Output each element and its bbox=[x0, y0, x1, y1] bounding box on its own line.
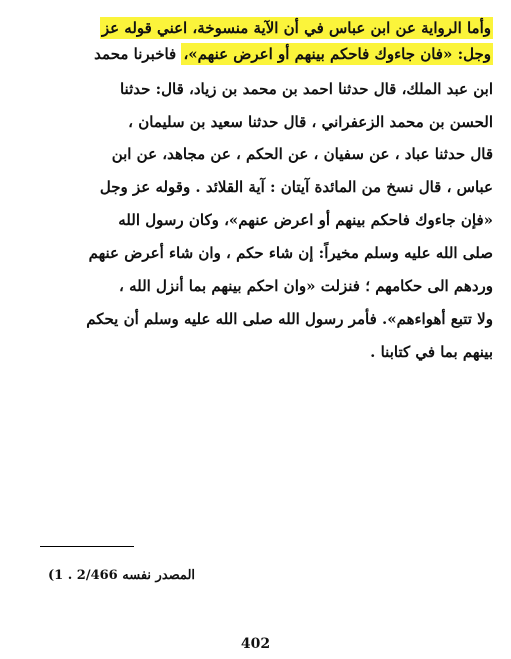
text-line-6: عباس ، قال نسخ من المائدة آيتان : آية القلائد . وقوله عز وجل bbox=[99, 178, 493, 196]
footnote-text: المصدر نفسه 2/466 . bbox=[67, 568, 196, 583]
text-line-11: بينهم بما في كتابنا . bbox=[370, 343, 493, 361]
text-line-5: قال حدثنا عباد ، عن سفيان ، عن الحكم ، عن مجاهد، عن ابن bbox=[111, 145, 493, 163]
text-line-2-rest: فاخبرنا محمد bbox=[94, 45, 177, 63]
text-line-2 bbox=[94, 40, 493, 68]
text-line-4: الحسن بن محمد الزعفراني ، قال حدثنا سعيد بن سليمان ، bbox=[128, 113, 493, 131]
footnote-separator bbox=[40, 546, 134, 547]
text-line-8: صلى الله عليه وسلم مخيراً: إن شاء حكم ، وان شاء أعرض عنهم bbox=[88, 244, 493, 262]
footnote-marker: 1) bbox=[48, 568, 64, 583]
footnote bbox=[48, 568, 348, 583]
text-line-9: وردهم الى حكامهم ؛ فنزلت «وان احكم بينهم بما أنزل الله ، bbox=[119, 277, 493, 295]
highlighted-text: وجل: «فان جاءوك فاحكم بينهم أو اعرض عنهم»، bbox=[183, 45, 491, 63]
highlighted-text: وأما الرواية عن ابن عباس في أن الآية منسوخة، اعني قوله عز bbox=[101, 19, 491, 37]
text-line-3: ابن عبد الملك، قال حدثنا احمد بن محمد بن زياد، قال: حدثنا bbox=[119, 80, 493, 98]
text-line-1 bbox=[100, 14, 493, 42]
text-line-10: ولا تتبع أهواءهم». فأمر رسول الله صلى الله عليه وسلم أن يحكم bbox=[86, 310, 493, 328]
page-number: 402 bbox=[240, 636, 271, 652]
text-line-7: «فإن جاءوك فاحكم بينهم أو اعرض عنهم»، وكان رسول الله bbox=[118, 211, 493, 229]
